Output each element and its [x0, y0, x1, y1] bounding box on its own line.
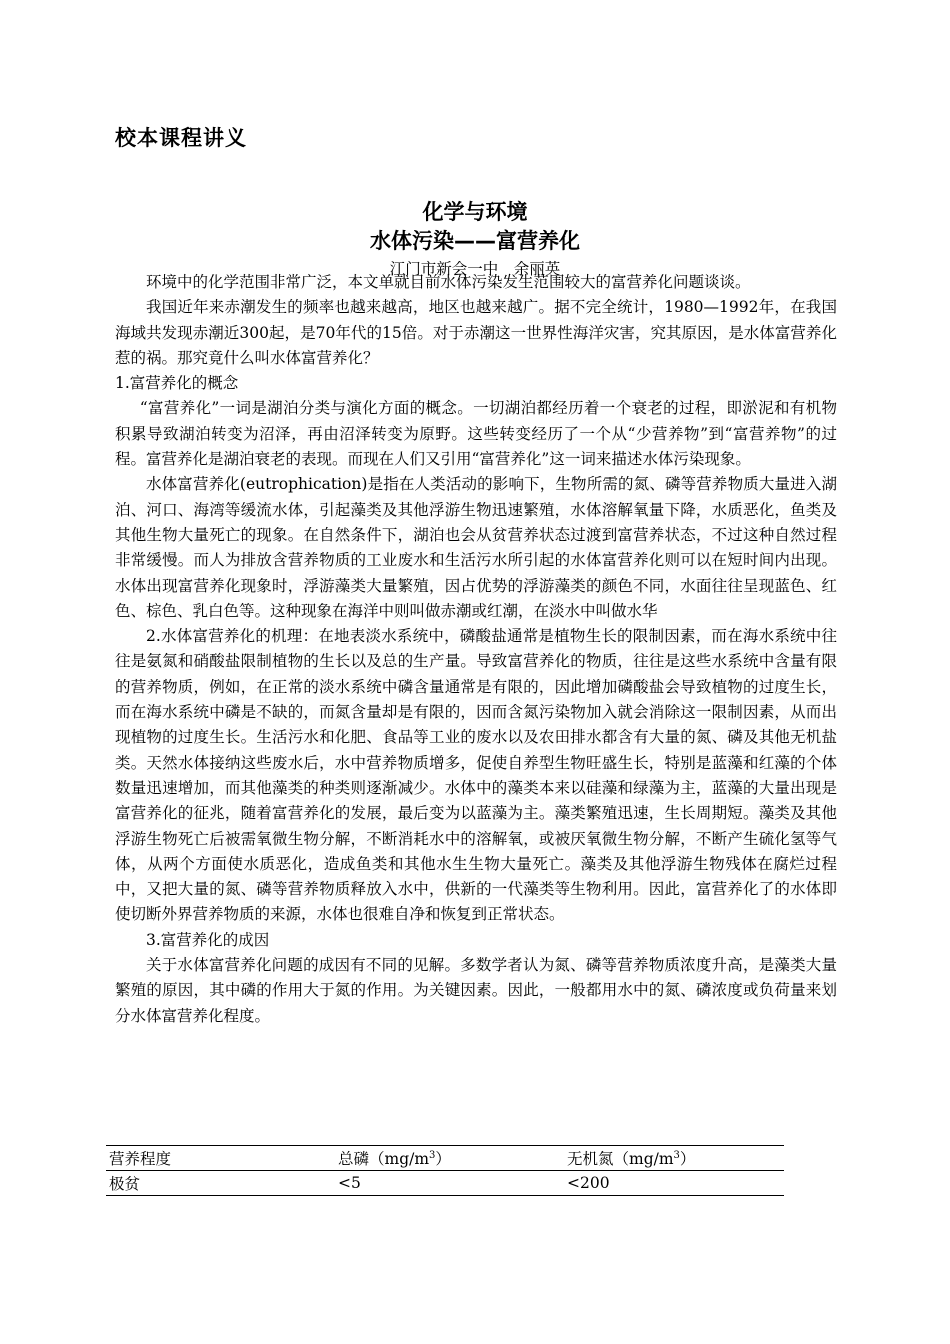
- table-row: [106, 1171, 784, 1196]
- paragraph-mechanism: 2.水体富营养化的机理：在地表淡水系统中，磷酸盐通常是植物生长的限制因素，而在海水系统中往往是氨氮和硝酸盐限制植物的生长以及总的生产量。导致富营养化的物质，往往是这些水系统中含量有限的营养物质，例如，在正常的淡水系统中磷含量通常是有限的，因此增加磷酸盐会导致植物的过度生长，而在海水系统中磷是不缺的，而氮含量却是有限的，因而含氮污染物加入就会消除这一限制因素，从而出现植物的过度生长。生活污水和化肥、食品等工业的废水以及农田排水都含有大量的氮、磷及其他无机盐类。天然水体接纳这些废水后，水中营养物质增多，促使自养型生物旺盛生长，特别是蓝藻和红藻的个体数量迅速增加，而其他藻类的种类则逐渐减少。水体中的藻类本来以硅藻和绿藻为主，蓝藻的大量出现是富营养化的征兆，随着富营养化的发展，最后变为以蓝藻为主。藻类繁殖迅速，生长周期短。藻类及其他浮游生物死亡后被需氧微生物分解，不断消耗水中的溶解氧，或被厌氧微生物分解，不断产生硫化氢等气体，从两个方面使水质恶化，造成鱼类和其他水生生物大量死亡。藻类及其他浮游生物残体在腐烂过程中，又把大量的氮、磷等营养物质释放入水中，供新的一代藻类等生物利用。因此，富营养化了的水体即使切断外界营养物质的来源，水体也很难自净和恢复到正常状态。: [115, 627, 837, 924]
- header-cell-total-phosphorus: 总磷$(mg/m^3)$: [335, 1146, 564, 1171]
- article-title: 化学与环境: [422, 200, 528, 224]
- article-body: [115, 270, 837, 1029]
- cell-total-phosphorus: <5: [335, 1171, 564, 1196]
- cell-inorganic-nitrogen: <200: [564, 1171, 784, 1196]
- header-cell-level: 营养程度: [106, 1146, 335, 1171]
- section-heading-causes: 3.富营养化的成因: [146, 930, 270, 949]
- paragraph-concept-definition: 水体富营养化(eutrophication)是指在人类活动的影响下，生物所需的氮、磷等营养物质大量进入湖泊、河口、海湾等缓流水体，引起藻类及其他浮游生物迅速繁殖，水体溶解氧量下降，水质恶化，鱼类及其他生物大量死亡的现象。在自然条件下，湖泊也会从贫营养状态过渡到富营养状态，不过这种自然过程非常缓慢。而人为排放含营养物质的工业废水和生活污水所引起的水体富营养化则可以在短时间内出现。水体出现富营养化现象时，浮游藻类大量繁殖，因占优势的浮游藻类的颜色不同，水面往往呈现蓝色、红色、棕色、乳白色等。这种现象在海洋中则叫做赤潮或红潮，在淡水中叫做水华: [115, 475, 837, 620]
- paragraph-concept-origin: “富营养化”一词是湖泊分类与演化方面的概念。一切湖泊都经历着一个衰老的过程，即淤泥和有机物积累导致湖泊转变为沼泽，再由沼泽转变为原野。这些转变经历了一个从“少营养物”到“富营养物”的过程。富营养化是湖泊衰老的表现。而现在人们又引用“富营养化”这一词来描述水体污染现象。: [115, 399, 837, 469]
- article-byline: 江门市新会一中 余丽英: [389, 260, 561, 278]
- paragraph-intro: 环境中的化学范围非常广泛，本文单就目前水体污染发生范围较大的富营养化问题谈谈。: [146, 273, 751, 291]
- nutrient-level-table: [106, 1145, 784, 1196]
- header-cell-inorganic-nitrogen: 无机氮$(mg/m^3)$: [564, 1146, 784, 1171]
- table-header-row: [106, 1146, 784, 1171]
- paragraph-red-tide: 我国近年来赤潮发生的频率也越来越高，地区也越来越广。据不完全统计，1980—1992年，在我国海域共发现赤潮近300起，是70年代的15倍。对于赤潮这一世界性海洋灾害，究其原因，是水体富营养化惹的祸。那究竟什么叫水体富营养化？: [115, 298, 837, 367]
- article-subtitle: 水体污染——富营养化: [370, 229, 580, 253]
- cell-level: 极贫: [106, 1171, 335, 1196]
- paragraph-causes: 关于水体富营养化问题的成因有不同的见解。多数学者认为氮、磷等营养物质浓度升高，是藻类大量繁殖的原因，其中磷的作用大于氮的作用。为关键因素。因此，一般都用水中的氮、磷浓度或负荷量来划分水体富营养化程度。: [115, 956, 837, 1025]
- section-heading-concept: 1.富营养化的概念: [115, 374, 239, 393]
- course-title: 校本课程讲义: [115, 126, 247, 150]
